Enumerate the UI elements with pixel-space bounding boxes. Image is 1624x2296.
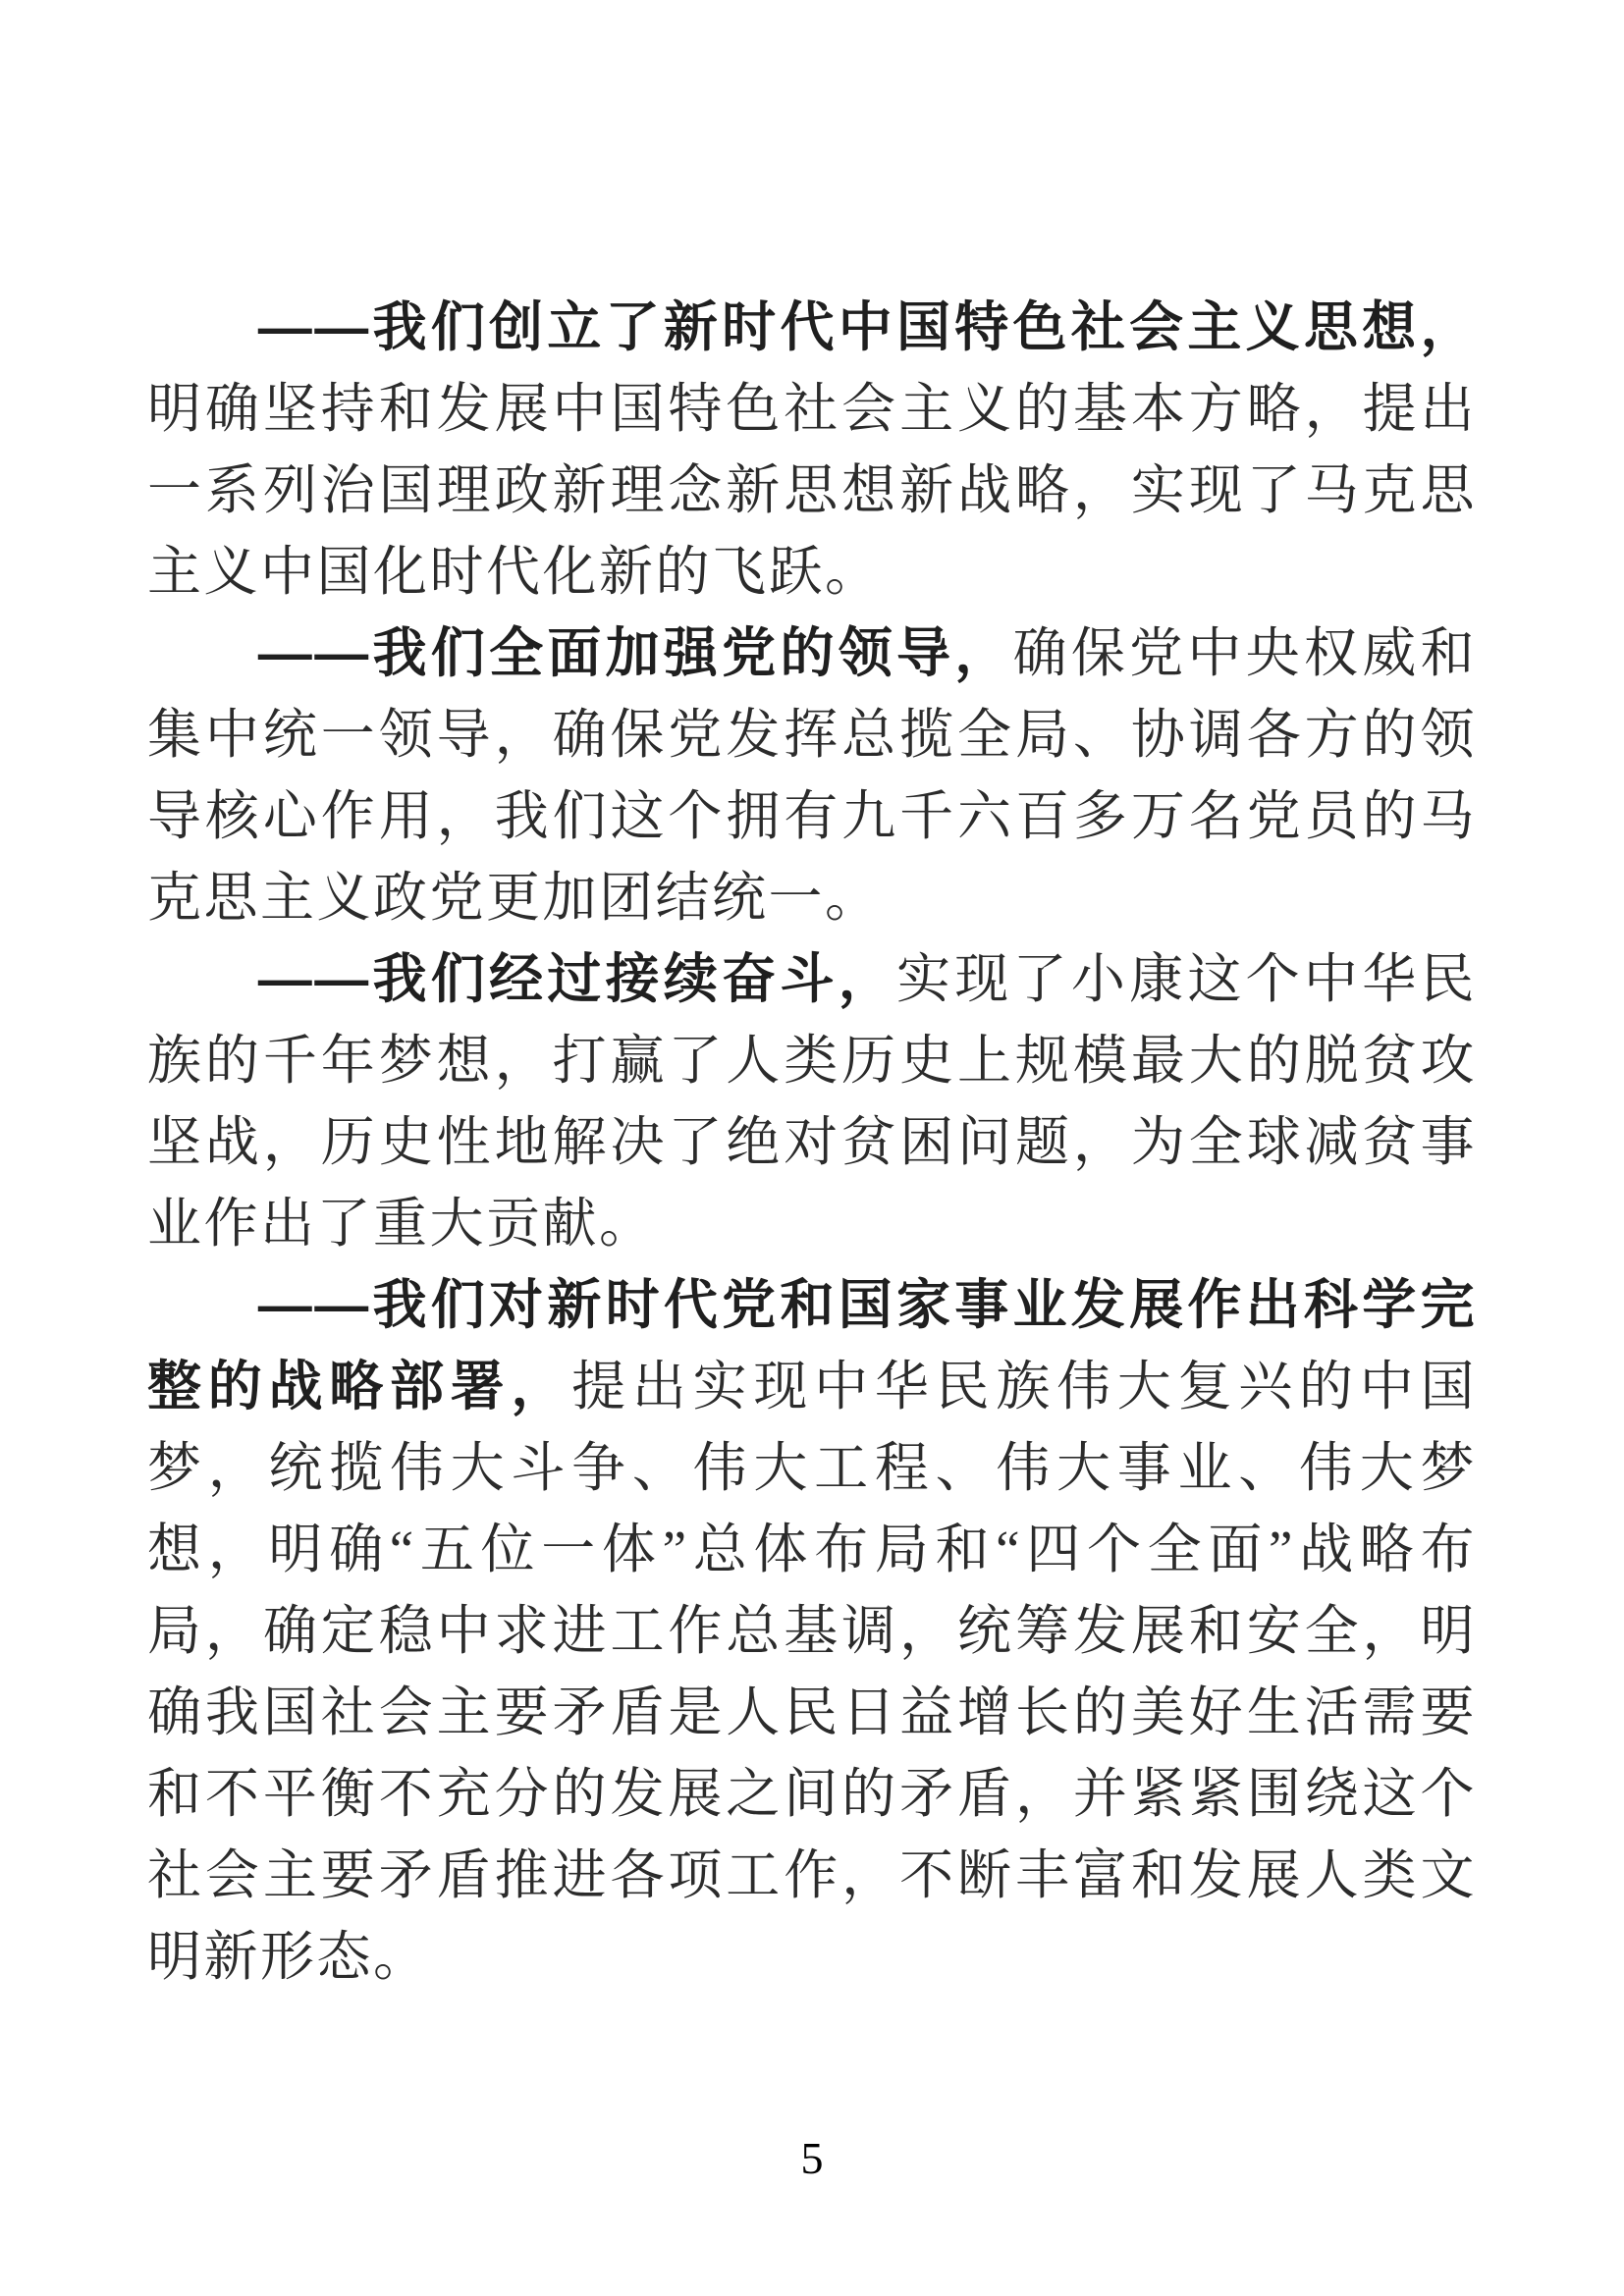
paragraph: [147, 938, 1477, 1264]
text-block: [147, 287, 1477, 1998]
paragraph-body: 实现了小康这个中华民族的千年梦想，打赢了人类历史上规模最大的脱贫攻坚战，历史性地解决了绝对贫困问题，为全球减贫事业作出了重大贡献。: [147, 949, 1477, 1254]
paragraph-lead-bold: ——我们创立了新时代中国特色社会主义思想，: [257, 296, 1477, 357]
paragraph: [147, 287, 1477, 613]
paragraph-lead-bold: ——我们全面加强党的领导，: [257, 622, 1013, 683]
paragraph-body: 明确坚持和发展中国特色社会主义的基本方略，提出一系列治国理政新理念新思想新战略，实现了马克思主义中国化时代化新的飞跃。: [147, 379, 1477, 602]
page-number: 5: [800, 2133, 824, 2183]
paragraph-body: 提出实现中华民族伟大复兴的中国梦，统揽伟大斗争、伟大工程、伟大事业、伟大梦想，明确“五位一体”总体布局和“四个全面”战略布局，确定稳中求进工作总基调，统筹发展和安全，明确我国社会主要矛盾是人民日益增长的美好生活需要和不平衡不充分的发展之间的矛盾，并紧紧围绕这个社会主要矛盾推进各项工作，不断丰富和发展人类文明新形态。: [147, 1357, 1477, 1987]
paragraph-lead-bold: ——我们经过接续奋斗，: [257, 948, 896, 1009]
paragraph: [147, 613, 1477, 938]
paragraph-body: 确保党中央权威和集中统一领导，确保党发挥总揽全局、协调各方的领导核心作用，我们这个拥有九千六百多万名党员的马克思主义政党更加团结统一。: [147, 623, 1477, 928]
paragraph-lead-bold: ——我们对新时代党和国家事业发展作出科学完整的战略部署，: [147, 1274, 1477, 1416]
paragraph: [147, 1264, 1477, 1998]
